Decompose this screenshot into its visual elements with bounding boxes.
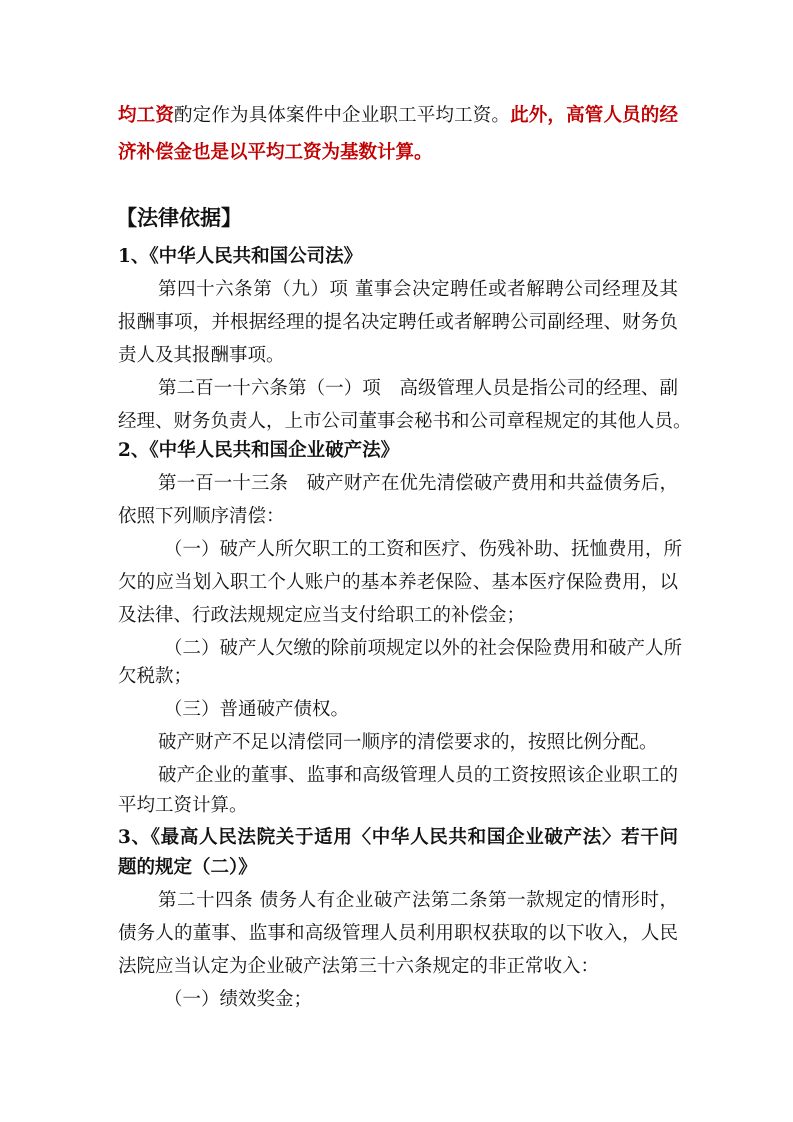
intro-line-2: 济补偿金也是以平均工资为基数计算。 <box>118 142 433 163</box>
law-1-line: 责人及其报酬事项。 <box>118 345 285 366</box>
intro-emphasis-1: 均工资 <box>118 105 175 126</box>
law-2-line: 破产财产不足以清偿同一顺序的清偿要求的，按照比例分配。 <box>158 732 658 753</box>
law-2-line: 第一百一十三条 破产财产在优先清偿破产费用和共益债务后， <box>158 473 678 494</box>
law-1-line: 第二百一十六条第（一）项 高级管理人员是指公司的经理、副 <box>158 378 678 399</box>
law-3-line: 债务人的董事、监事和高级管理人员利用职权获取的以下收入，人民 <box>118 923 678 944</box>
intro-text: 酌定作为具体案件中企业职工平均工资。 <box>174 105 511 126</box>
law-1-line: 经理、财务负责人，上市公司董事会秘书和公司章程规定的其他人员。 <box>118 411 692 432</box>
law-2-line: （一）破产人所欠职工的工资和医疗、伤残补助、抚恤费用，所 <box>164 539 683 560</box>
law-2-line: 欠税款； <box>118 666 193 687</box>
law-1-line: 第四十六条第（九）项 董事会决定聘任或者解聘公司经理及其 <box>158 279 678 300</box>
law-2-line: 及法律、行政法规规定应当支付给职工的补偿金； <box>118 605 526 626</box>
law-3-line: 第二十四条 债务人有企业破产法第二条第一款规定的情形时， <box>158 890 678 911</box>
law-1-title: 1、《中华人民共和国公司法》 <box>118 246 363 267</box>
law-3-line: （一）绩效奖金； <box>164 989 313 1010</box>
law-3-title: 3、《最高人民法院关于适用〈中华人民共和国企业破产法〉若干问 <box>118 827 678 848</box>
law-2-line: 依照下列顺序清偿： <box>118 506 285 527</box>
intro-line-1 <box>118 103 678 129</box>
legal-basis-heading: 【法律依据】 <box>116 205 242 230</box>
law-2-line: 平均工资计算。 <box>118 795 248 816</box>
intro-emphasis-2: 此外，高管人员的经 <box>510 105 678 126</box>
law-2-line: 破产企业的董事、监事和高级管理人员的工资按照该企业职工的 <box>158 765 678 786</box>
law-2-title: 2、《中华人民共和国企业破产法》 <box>118 440 400 461</box>
law-2-line: （三）普通破产债权。 <box>164 699 350 720</box>
law-3-line: 法院应当认定为企业破产法第三十六条规定的非正常收入： <box>118 956 600 977</box>
law-3-title-cont: 题的规定（二）》 <box>118 857 257 878</box>
law-2-line: 欠的应当划入职工个人账户的基本养老保险、基本医疗保险费用，以 <box>118 572 678 593</box>
law-1-line: 报酬事项，并根据经理的提名决定聘任或者解聘公司副经理、财务负 <box>118 312 678 333</box>
law-2-line: （二）破产人欠缴的除前项规定以外的社会保险费用和破产人所 <box>164 638 683 659</box>
